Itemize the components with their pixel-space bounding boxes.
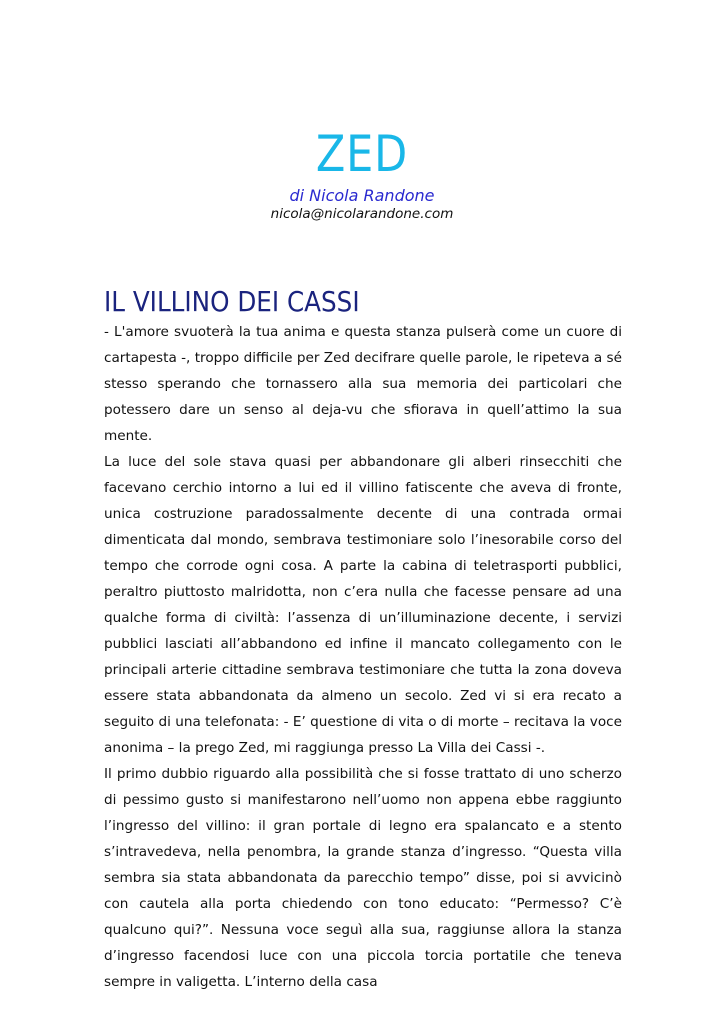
paragraph: Il primo dubbio riguardo alla possibilità che si fosse trattato di uno scherzo di pessimo gusto si manifestarono nell’uomo non appena ebbe raggiunto l’ingresso del villino: il gran portale di legno era spalancato e a stento s’intravedeva, nella penombra, la grande stanza d’ingresso. “Questa villa sembra sia stata abbandonata da parecchio tempo” disse, poi si avvicinò con cautela alla porta chiedendo con tono educato: “Permesso? C’è qualcuno qui?”. Nessuna voce seguì alla sua, raggiunse allora la stanza d’ingresso facendosi luce con una piccola torcia portatile che teneva sempre in valigetta. L’interno della casa xyxy=(104,766,622,990)
document-title: ZED xyxy=(315,125,409,183)
chapter-body xyxy=(104,319,622,995)
author-email: nicola@nicolarandone.com xyxy=(270,206,454,222)
author-name: di Nicola Randone xyxy=(289,186,435,205)
chapter-title: IL VILLINO DEI CASSI xyxy=(104,285,360,318)
paragraph: La luce del sole stava quasi per abbandonare gli alberi rinsecchiti che facevano cerchio intorno a lui ed il villino fatiscente che aveva di fronte, unica costruzione paradossalmente decente di una contrada ormai dimenticata dal mondo, sembrava testimoniare solo l’inesorabile corso del tempo che corrode ogni cosa. A parte la cabina di teletrasporti pubblici, peraltro piuttosto malridotta, non c’era nulla che facesse pensare ad una qualche forma di civiltà: l’assenza di un’illuminazione decente, i servizi pubblici lasciati all’abbandono ed infine il mancato collegamento con le principali arterie cittadine sembrava testimoniare che tutta la zona doveva essere stata abbandonata da almeno un secolo. Zed vi si era recato a seguito di una telefonata: - E’ questione di vita o di morte – recitava la voce anonima – la prego Zed, mi raggiunga presso La Villa dei Cassi -. xyxy=(104,454,622,756)
paragraph: - L'amore svuoterà la tua anima e questa stanza pulserà come un cuore di cartapesta -, troppo difficile per Zed decifrare quelle parole, le ripeteva a sé stesso sperando che tornassero alla sua memoria dei particolari che potessero dare un senso al deja-vu che sfiorava in quell’attimo la sua mente. xyxy=(104,324,622,444)
